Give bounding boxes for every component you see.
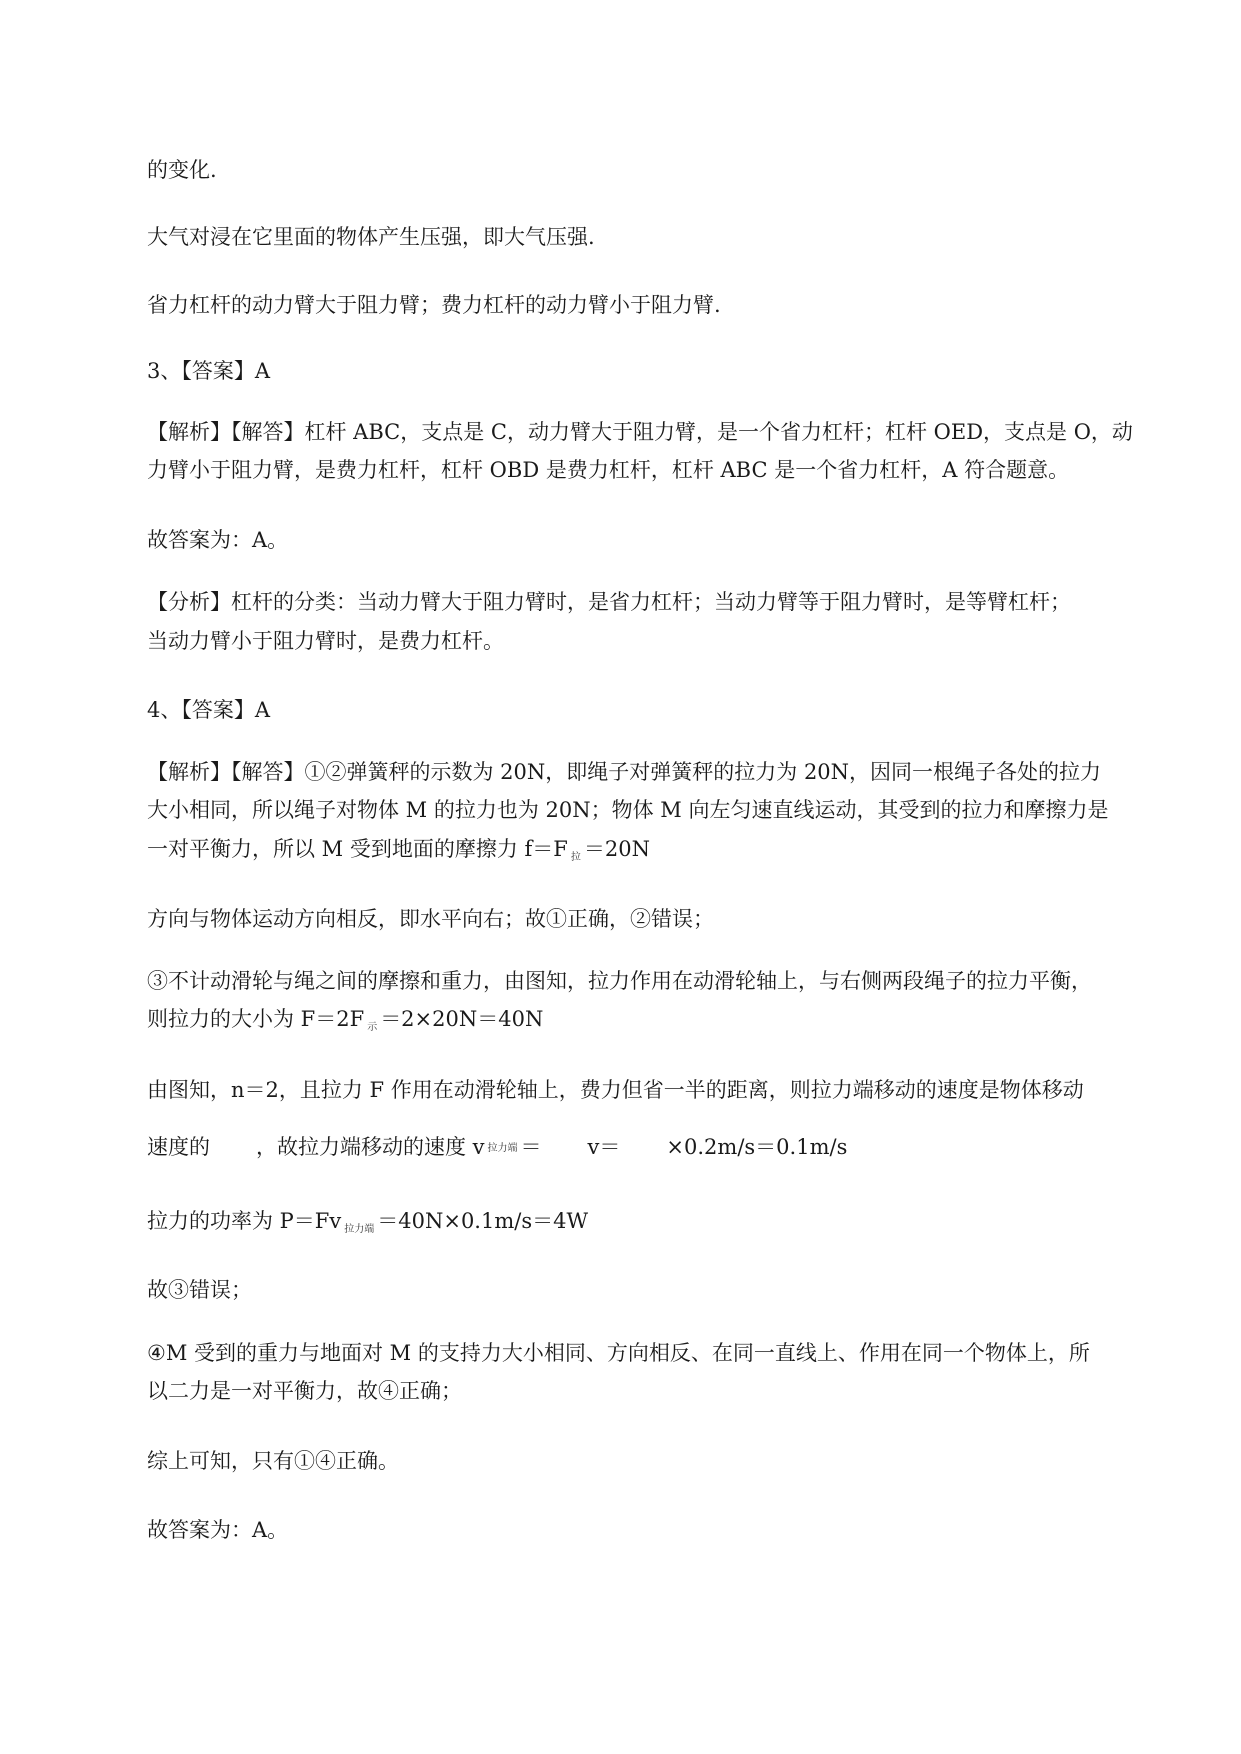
fraction bbox=[220, 1143, 246, 1150]
text-line: 省力杠杆的动力臂大于阻力臂；费力杠杆的动力臂小于阻力臂. bbox=[147, 293, 721, 317]
text-line: 以二力是一对平衡力，故④正确； bbox=[147, 1379, 462, 1403]
text-span: ，故拉力端移动的速度 v bbox=[256, 1135, 485, 1159]
text-span: 速度的 bbox=[147, 1135, 210, 1159]
text-line: 当动力臂小于阻力臂时，是费力杠杆。 bbox=[147, 629, 504, 653]
text-line: 由图知，n＝2，且拉力 F 作用在动滑轮轴上，费力但省一半的距离，则拉力端移动的速度是物体移动 bbox=[147, 1078, 1084, 1102]
text-line bbox=[147, 1004, 543, 1043]
text-span: 拉力的功率为 P＝Fv bbox=[147, 1209, 342, 1233]
fraction-denominator bbox=[552, 1147, 578, 1150]
answer-heading: 3、【答案】A bbox=[147, 359, 271, 383]
text-line: 方向与物体运动方向相反，即水平向右；故①正确，②错误； bbox=[147, 907, 714, 931]
text-span: ＝2×20N＝40N bbox=[380, 1007, 544, 1031]
text-span: 一对平衡力，所以 M 受到地面的摩擦力 f＝F bbox=[147, 837, 568, 861]
text-line: 故答案为：A。 bbox=[147, 1518, 289, 1542]
text-span: v＝ bbox=[587, 1135, 621, 1159]
fraction-denominator bbox=[630, 1147, 656, 1150]
text-line: 大小相同，所以绳子对物体 M 的拉力也为 20N；物体 M 向左匀速直线运动，其受到的拉力和摩擦力是 bbox=[147, 798, 1109, 822]
fraction bbox=[552, 1143, 578, 1150]
subscript: 拉力端 bbox=[487, 1142, 518, 1154]
text-line bbox=[147, 1206, 588, 1245]
formula-line bbox=[147, 1113, 847, 1179]
fraction bbox=[630, 1143, 656, 1150]
text-span: ×0.2m/s＝0.1m/s bbox=[666, 1135, 848, 1159]
text-line: 【分析】杠杆的分类：当动力臂大于阻力臂时，是省力杠杆；当动力臂等于阻力臂时，是等臂杠杆； bbox=[147, 590, 1071, 614]
text-line: 【解析】【解答】杠杆 ABC，支点是 C，动力臂大于阻力臂，是一个省力杠杆；杠杆 OED，支点是 O，动 bbox=[147, 420, 1133, 444]
text-span: ＝20N bbox=[583, 837, 650, 861]
fraction-denominator bbox=[220, 1147, 246, 1150]
subscript: 拉力端 bbox=[344, 1224, 375, 1235]
subscript: 拉 bbox=[570, 852, 581, 863]
text-line: 故答案为：A。 bbox=[147, 528, 289, 552]
text-line: 力臂小于阻力臂，是费力杠杆，杠杆 OBD 是费力杠杆，杠杆 ABC 是一个省力杠杆，A 符合题意。 bbox=[147, 458, 1070, 482]
text-line: 【解析】【解答】①②弹簧秤的示数为 20N，即绳子对弹簧秤的拉力为 20N，因同一根绳子各处的拉力 bbox=[147, 760, 1102, 784]
text-line: 综上可知，只有①④正确。 bbox=[147, 1449, 399, 1473]
text-line bbox=[147, 834, 650, 873]
text-line: 的变化. bbox=[147, 158, 217, 182]
text-span: ＝ bbox=[520, 1135, 542, 1159]
text-span: 则拉力的大小为 F＝2F bbox=[147, 1007, 365, 1031]
text-line: ③不计动滑轮与绳之间的摩擦和重力，由图知，拉力作用在动滑轮轴上，与右侧两段绳子的拉力平衡， bbox=[147, 969, 1092, 993]
text-line: 故③错误； bbox=[147, 1278, 252, 1302]
subscript: 示 bbox=[367, 1022, 378, 1033]
text-span: ＝40N×0.1m/s＝4W bbox=[377, 1209, 589, 1233]
answer-heading: 4、【答案】A bbox=[147, 698, 271, 722]
text-line: 大气对浸在它里面的物体产生压强，即大气压强. bbox=[147, 225, 595, 249]
text-line: ④M 受到的重力与地面对 M 的支持力大小相同、方向相反、在同一直线上、作用在同一个物体上，所 bbox=[147, 1341, 1090, 1365]
